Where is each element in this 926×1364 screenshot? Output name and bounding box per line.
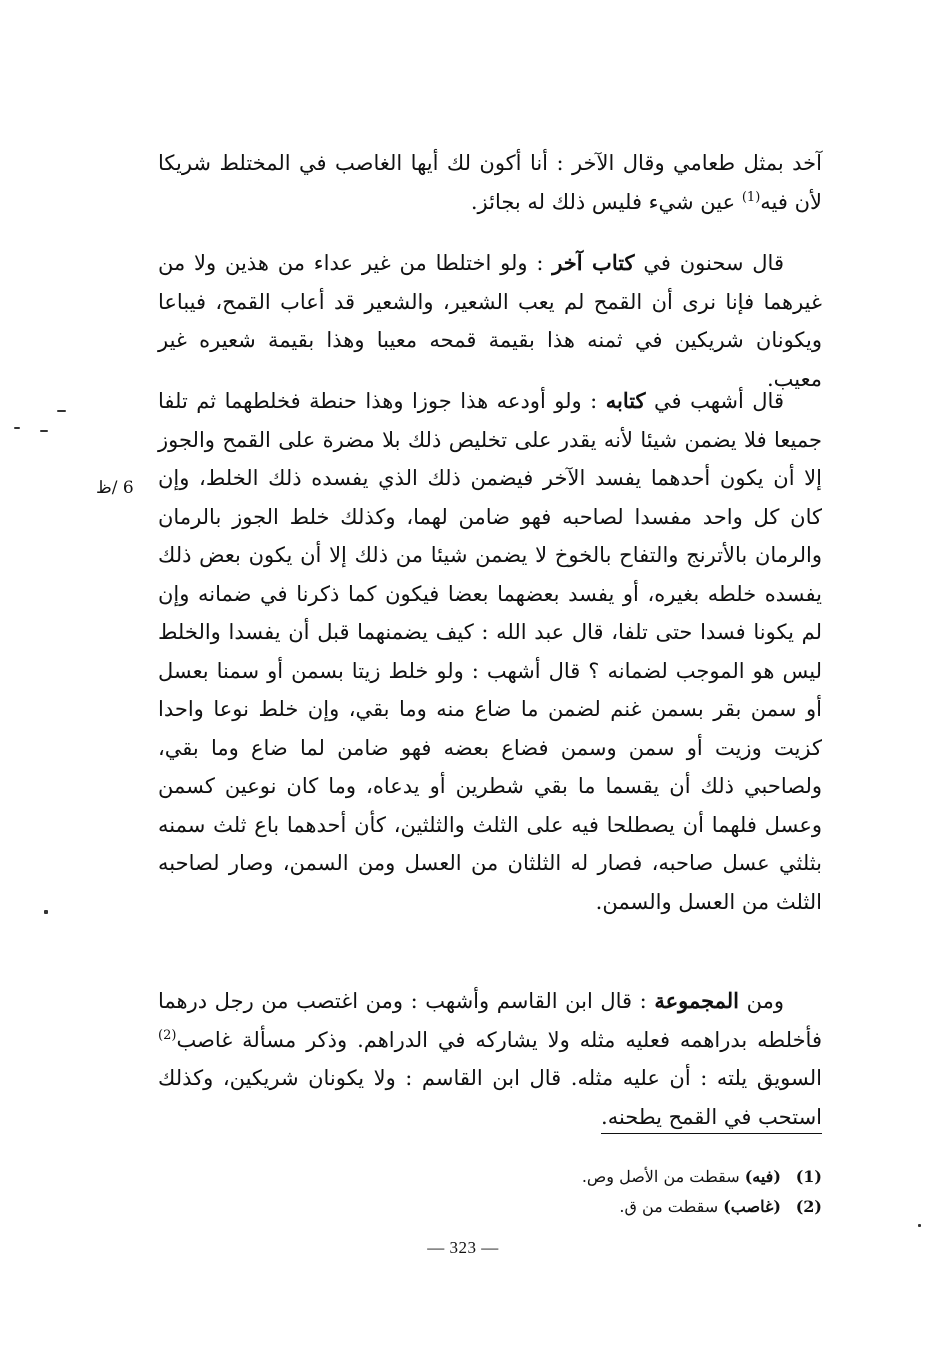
book-title-term: كتابه [605,388,646,413]
paragraph-2-text: : ولو اختلطا من غير عداء من هذين ولا من غيرهما فإنا نرى أن القمح لم يعب الشعير، والشعير قد أعاب القمح، فيباعا ويكونان شريكين في ثمنه هذا بقيمة قمحه معيبا وهذا بقيمة شعيره غير معيب. [158,251,822,391]
paragraph-3-text: : ولو أودعه هذا جوزا وهذا حنطة فخلطهما ثم تلفا جميعا فلا يضمن شيئا لأنه يقدر على تخليص ذلك بلا مضرة على القمح والجوز إلا أن يكون أحدهما يفسد الآخر فيضمن ذلك الذي يفسده ذلك الخلط، وإن كان كل واحد مفسدا لصاحبه فهو ضامن لهما، وكذلك خلط الجوز بالرمان والرمان بالأترنج والتفاح بالخوخ لا يضمن شيئا من ذلك إلا أن يكون بعض ذلك يفسده خلطه بغيره، أو يفسد بعضهما بعضا فيكون كما ذكرنا في ضمانه وإن لم يكونا فسدا حتى تلفا، قال عبد الله : كيف يضمنهما قبل أن يفسدا والخلط ليس هو الموجب لضمانه ؟ قال أشهب : ولو خلط زيتا بسمن أو سمنا بعسل أو سمن بقر بسمن غنم لضمن ما ضاع منه وما بقي، وإن خلط نوعا واحدا كزيت وزيت أو سمن وسمن فضاع بعضه فهو ضامن لما ضاع وما بقي، ولصاحبي ذلك أن يقسما ما بقي شطرين أو يدعاه، وما كان نوعين كسمن وعسل فلهما أن يصطلحا فيه على الثلث والثلثين، كأن أحدهما باع ثلث سمنه بثلثي عسل صاحبه، فصار له الثلثان من العسل ومن السمن، وصار لصاحبه الثلث من العسل والسمن. [158,389,822,914]
scan-speck [44,910,48,914]
footnote-1 [380,1162,822,1192]
footnote-2 [380,1192,822,1222]
book-title-term: كتاب آخر [552,250,635,275]
footnote-number: (1) [795,1167,822,1186]
paragraph-1-text-end: عين شيء فليس ذلك له بجائز. [470,189,742,214]
scan-speck [40,430,48,432]
paragraph-3 [158,382,822,921]
paragraph-2-lead: قال سحنون في [634,251,784,275]
source-title-term: المجموعة [654,988,740,1013]
scan-speck [14,427,20,429]
footnote-word: (غاصب) [723,1197,781,1216]
footnote-text: سقطت من ق. [619,1197,724,1216]
footnote-word: (فيه) [744,1167,781,1186]
paragraph-4-text-cont: السويق يلته : أن عليه مثله. قال ابن القاسم : ولا يكونان شريكين، وكذلك [158,1066,822,1090]
paragraph-1 [158,144,822,221]
footnote-text: سقطت من الأصل وص. [581,1167,745,1186]
paragraph-2 [158,244,822,398]
paragraph-4-final-line: استحب في القمح يطحنه. [601,1105,822,1134]
paragraph-1-text: آخد بمثل طعامي وقال الآخر : أنا أكون لك أيها الغاصب في المختلط شريكا لأن فيه [158,151,822,214]
footnote-ref-2: (2) [158,1027,177,1043]
margin-folio-note: 6 /ظ [96,478,134,498]
paragraph-4-text: : قال ابن القاسم وأشهب : ومن اغتصب من رجل درهما فأخلطه بدراهمه فعليه مثله ولا يشاركه في الدراهم. وذكر مسألة غاصب [158,989,822,1052]
scan-speck [918,1224,921,1227]
paragraph-4-lead: ومن [739,989,784,1013]
footnotes [380,1162,822,1222]
footnote-ref-1: (1) [741,189,761,205]
footnote-number: (2) [795,1197,822,1216]
paragraph-4 [158,982,822,1136]
page-number: — 323 — [427,1238,499,1257]
scan-speck [57,410,66,412]
paragraph-3-lead: قال أشهب في [645,389,784,413]
